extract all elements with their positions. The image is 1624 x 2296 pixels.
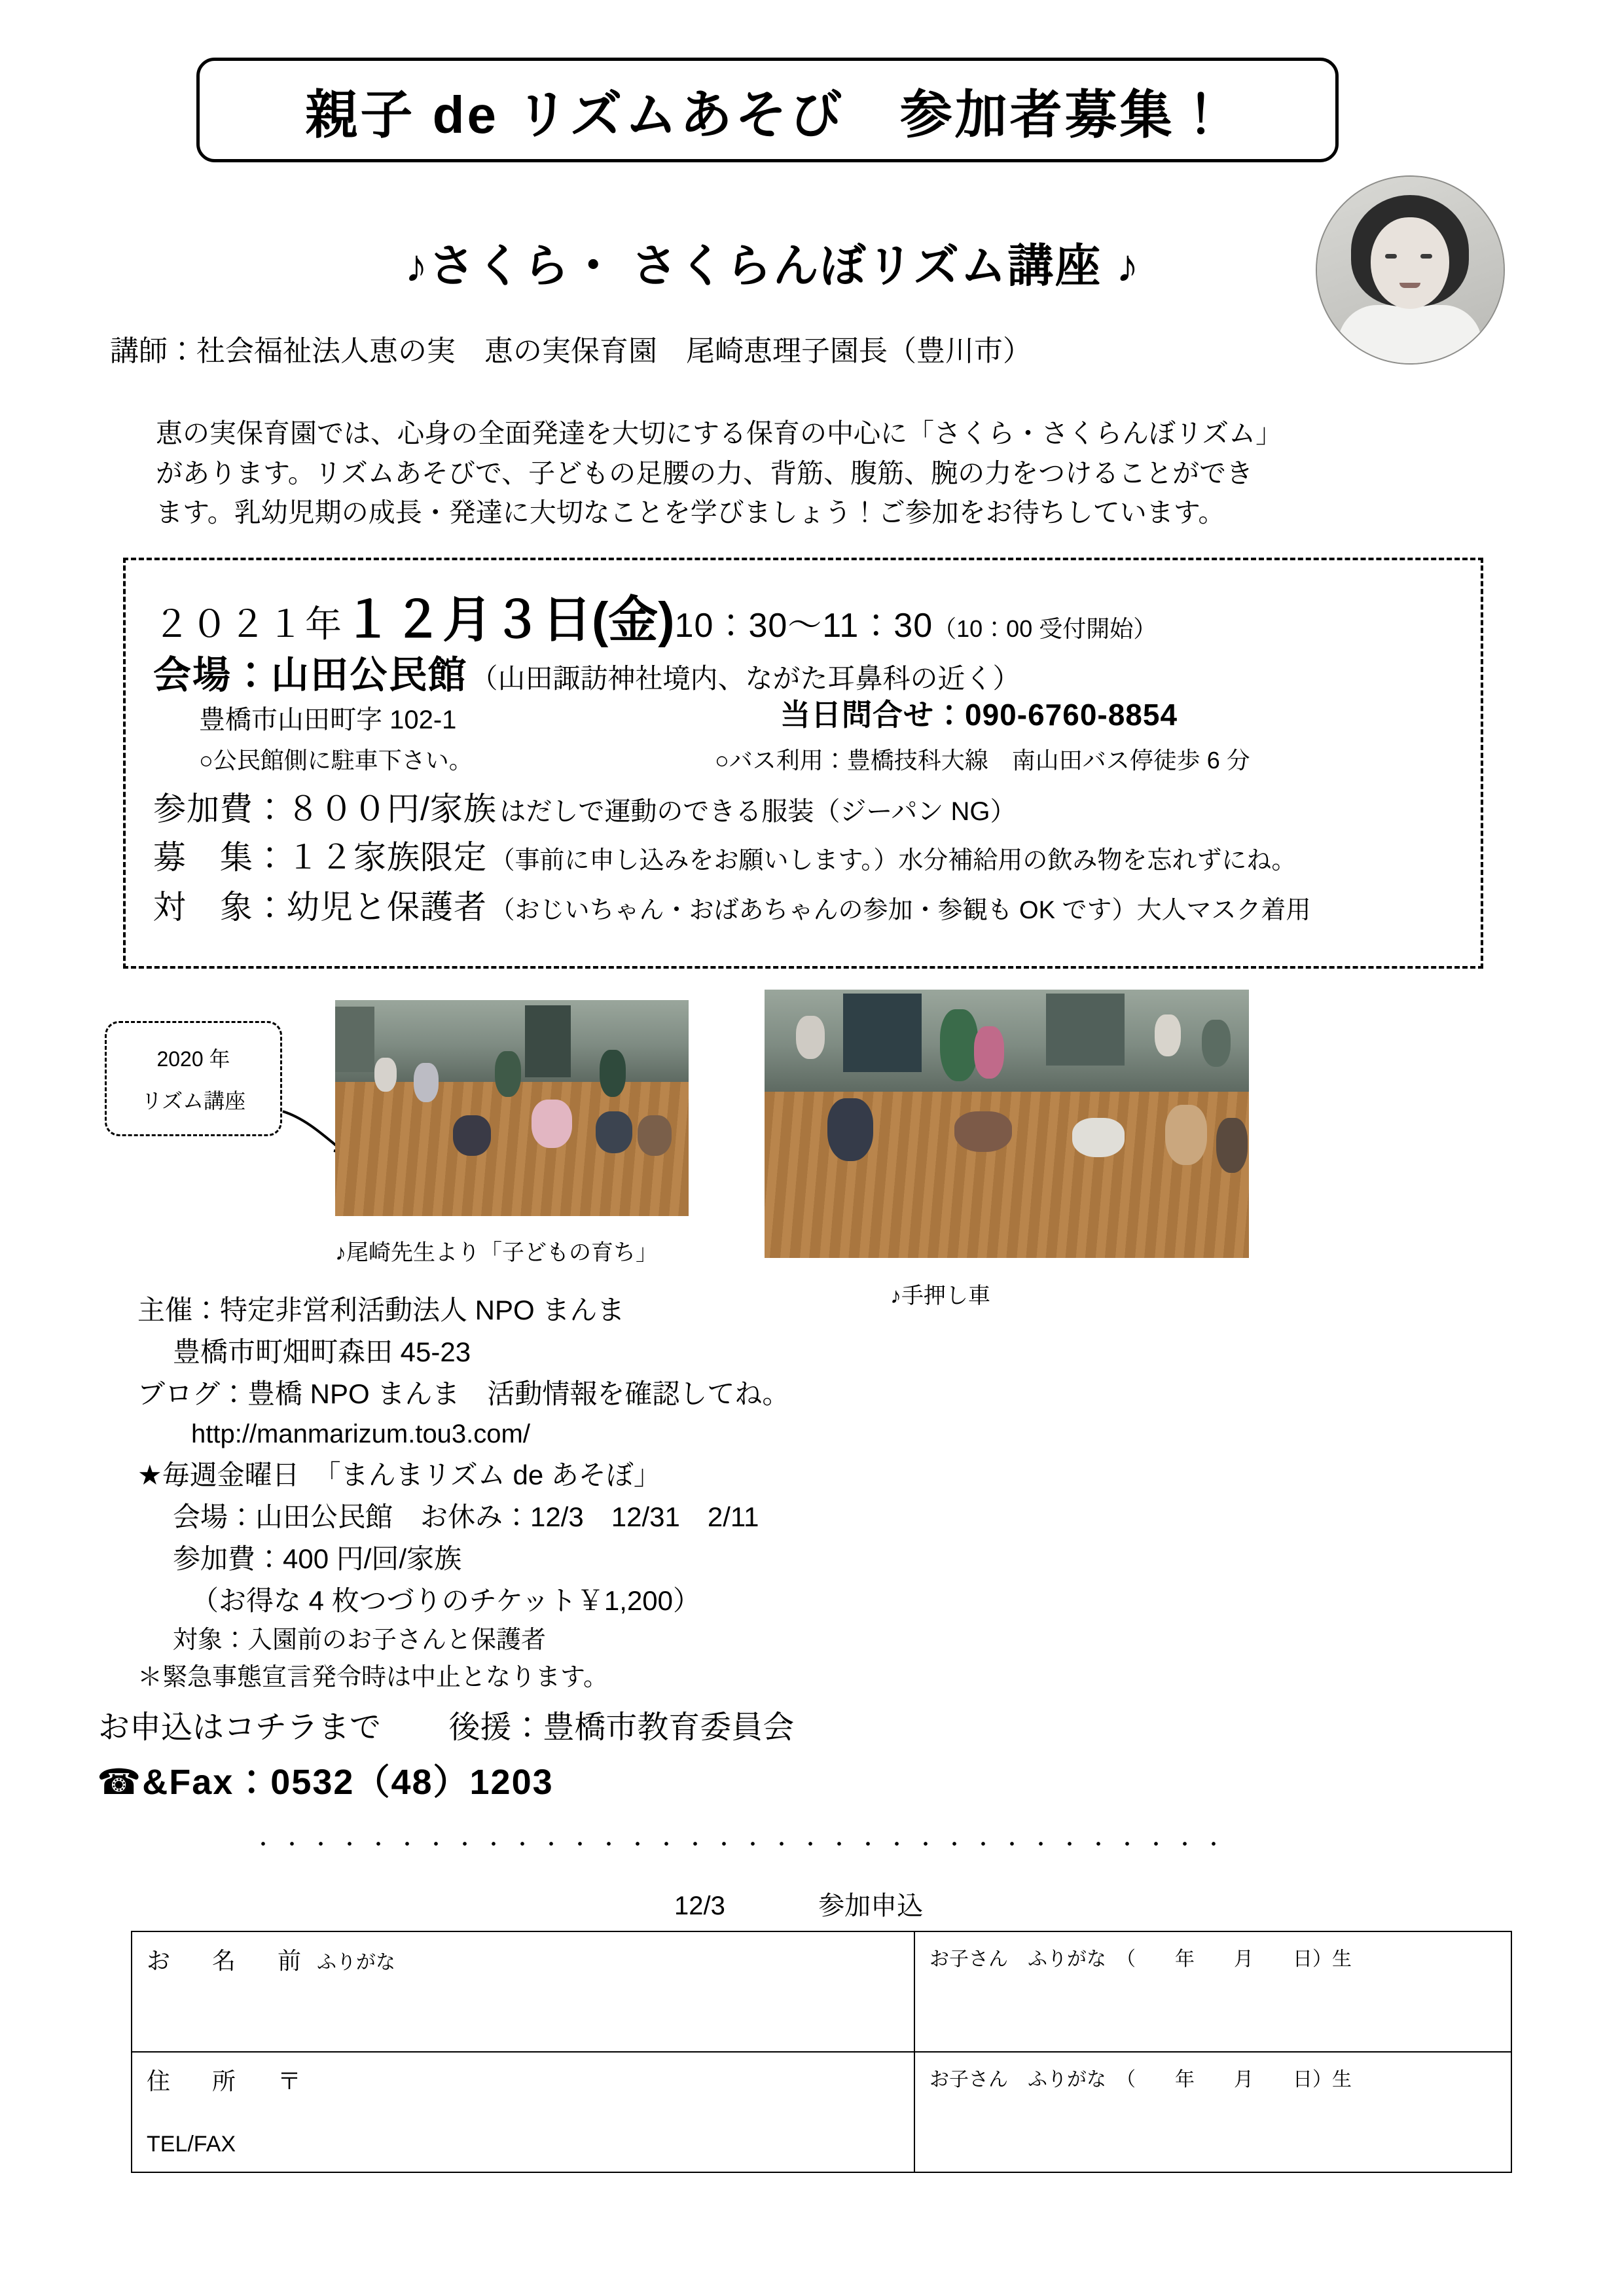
- capacity-row: [153, 831, 1296, 878]
- name-cell[interactable]: [132, 1931, 914, 2052]
- name-label: お 名 前: [147, 1947, 311, 1974]
- table-row: [132, 2052, 1511, 2172]
- weekly-venue: 会場：山田公民館 お休み：12/3 12/31 2/11: [173, 1501, 759, 1533]
- organizer-name: 主催：特定非営利活動法人 NPO まんま: [137, 1295, 625, 1325]
- activity-photo-1: [335, 1000, 689, 1216]
- callout-line-1: 2020 年: [156, 1047, 230, 1071]
- intro-line-3: ます。乳幼児期の成長・発達に大切なことを学びましょう！ご参加をお待ちしています。: [156, 497, 1225, 528]
- target-note: （おじいちゃん・おばあちゃんの参加・参観も OK です）大人マスク着用: [490, 897, 1311, 924]
- intro-line-2: があります。リズムあそびで、子どもの足腰の力、背筋、腹筋、腕の力をつけることができ: [156, 457, 1254, 488]
- event-date-row: [153, 580, 1157, 651]
- intro-line-1: 恵の実保育園では、心身の全面発達を大切にする保育の中心に「さくら・さくらんぼリズム」: [156, 418, 1283, 448]
- photo-2-caption: ♪手押し車: [890, 1283, 990, 1308]
- form-header: [674, 1885, 923, 1922]
- venue-address: 豊橋市山田町字 102-1: [199, 706, 457, 734]
- day-of-contact: 当日問合せ：090-6760-8854: [780, 698, 1178, 732]
- page-title: 親子 de リズムあそび 参加者募集！: [305, 85, 1230, 144]
- blog-url[interactable]: http://manmarizum.tou3.com/: [191, 1420, 530, 1449]
- weekly-ticket-note: （お得な 4 枚つづりのチケット￥1,200）: [191, 1585, 701, 1616]
- lecturer-line: 講師：社会福祉法人恵の実 恵の実保育園 尾崎恵理子園長（豊川市）: [110, 335, 1032, 367]
- intro-paragraph: [156, 414, 1429, 533]
- child-cell-1[interactable]: [914, 1931, 1511, 2052]
- event-date: １２月３日(金): [343, 592, 675, 648]
- parking-note: ○公民館側に駐車下さい。: [199, 747, 473, 774]
- fee-label: 参加費：８００円/家族: [153, 791, 497, 827]
- child-cell-2[interactable]: [914, 2052, 1511, 2172]
- tel-fax-line: ☎&Fax：0532（48）1203: [97, 1763, 554, 1802]
- activity-photo-2: [765, 990, 1249, 1258]
- weekly-fee: 参加費：400 円/回/家族: [173, 1543, 462, 1574]
- venue-label: 会場：山田公民館: [153, 654, 468, 696]
- organizer-block: [137, 1289, 1316, 1697]
- address-label: 住 所 〒: [147, 2068, 311, 2094]
- subtitle: ♪さくら・ さくらんぼリズム講座 ♪: [405, 240, 1140, 291]
- apply-line: [98, 1702, 794, 1747]
- support-label: 後援：豊橋市教育委員会: [448, 1710, 795, 1745]
- child-row-2-label: お子さん ふりがな （ 年 月 日）生: [929, 2069, 1352, 2090]
- blog-label: ブログ：豊橋 NPO まんま 活動情報を確認してね。: [137, 1378, 790, 1409]
- child-row-1-label: お子さん ふりがな （ 年 月 日）生: [929, 1948, 1352, 1970]
- capacity-label: 募 集：１２家族限定: [153, 839, 487, 876]
- capacity-note: （事前に申し込みをお願いします。）水分補給用の飲み物を忘れずにね。: [490, 847, 1297, 874]
- target-label: 対 象：幼児と保護者: [153, 889, 487, 925]
- weekly-program-title: ★毎週金曜日 「まんまリズム de あそぼ」: [137, 1460, 661, 1491]
- fee-row: [153, 783, 1016, 830]
- organizer-address: 豊橋市町畑町森田 45-23: [173, 1336, 471, 1367]
- form-date: 12/3: [674, 1892, 725, 1920]
- event-year: ２０２１年: [153, 603, 343, 645]
- event-details-box: [123, 558, 1483, 969]
- name-furigana-note: ふりがな: [317, 1952, 396, 1973]
- photo-callout: [105, 1021, 282, 1136]
- event-time: 10：30〜11：30: [674, 607, 933, 645]
- target-row: [153, 881, 1310, 928]
- title-banner: [196, 58, 1339, 162]
- cut-line-divider: [249, 1840, 1231, 1847]
- application-form-table: [131, 1931, 1512, 2173]
- form-title: 参加申込: [818, 1892, 924, 1920]
- cancellation-note: ＊緊急事態宣言発令時は中止となります。: [137, 1664, 608, 1692]
- address-cell[interactable]: [132, 2052, 914, 2172]
- telfax-label: TEL/FAX: [147, 2132, 236, 2157]
- event-reception-note: （10：00 受付開始）: [933, 615, 1157, 642]
- callout-line-2: リズム講座: [141, 1089, 246, 1113]
- clothing-note: はだしで運動のできる服装（ジーパン NG）: [499, 797, 1017, 826]
- venue-note: （山田諏訪神社境内、ながた耳鼻科の近く）: [470, 663, 1020, 694]
- table-row: [132, 1931, 1511, 2052]
- bus-note: ○バス利用：豊橋技科大線 南山田バス停徒歩 6 分: [715, 747, 1250, 774]
- apply-label: お申込はコチラまで: [98, 1710, 382, 1745]
- photo-1-caption: ♪尾崎先生より「子どもの育ち」: [335, 1240, 658, 1265]
- weekly-target: 対象：入園前のお子さんと保護者: [173, 1626, 547, 1654]
